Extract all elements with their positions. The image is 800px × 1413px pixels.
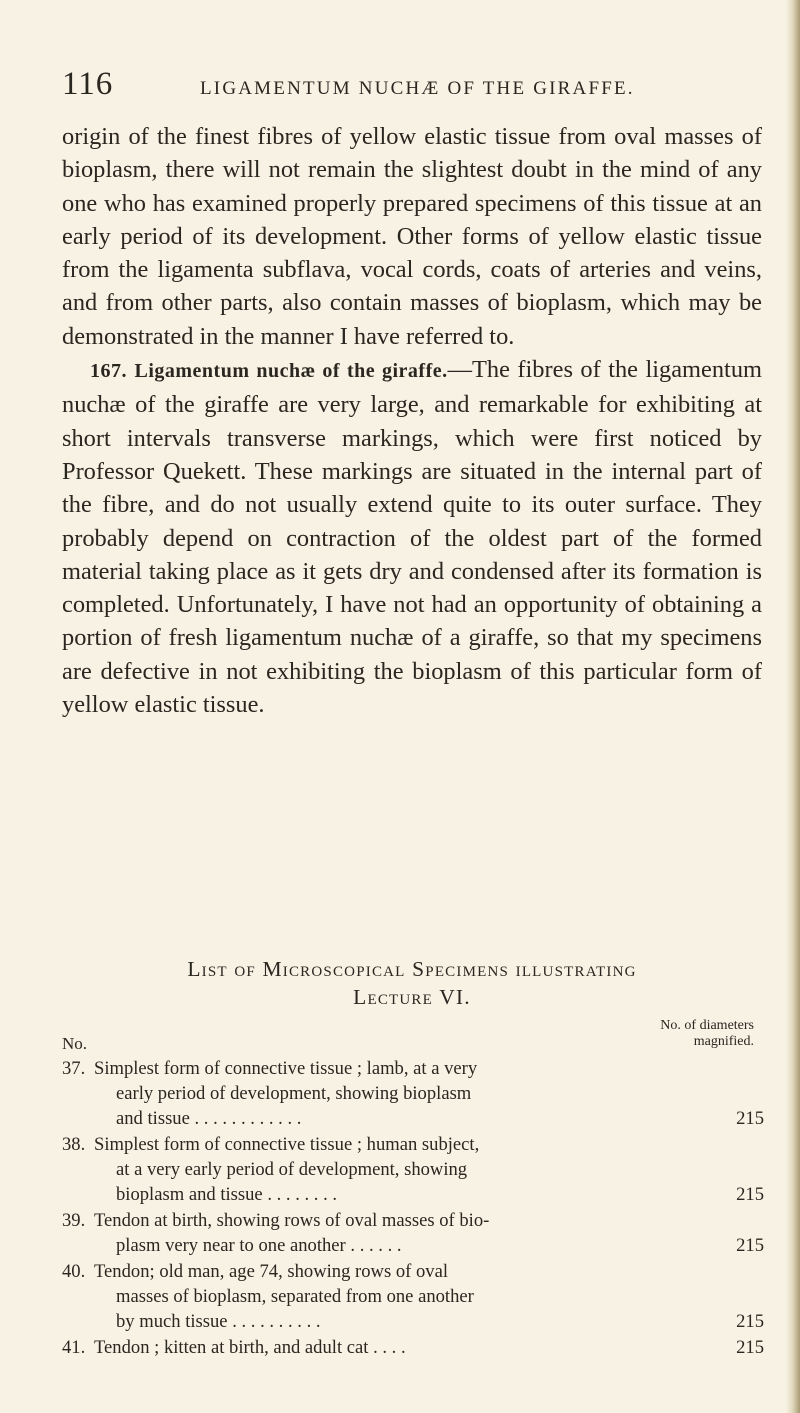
column-header-diameters-line-1: No. of diameters [660,1018,754,1033]
specimen-number: 40. [62,1261,86,1282]
column-header-diameters-line-2: magnified. [693,1034,754,1049]
specimen-diameters: 215 [736,1108,764,1129]
section-number: 167. [90,360,127,383]
section-title: Ligamentum nuchæ of the giraffe. [134,360,448,383]
specimen-text-line: Tendon ; kitten at birth, and adult cat . . . . [94,1337,406,1358]
specimen-text-line: Simplest form of connective tissue ; lamb, at a very [94,1058,478,1079]
specimen-item [62,1335,764,1360]
specimen-diameters: 215 [736,1184,764,1205]
specimen-list [62,1056,764,1361]
specimen-last-line [94,1182,764,1207]
specimen-text-line: Tendon; old man, age 74, showing rows of oval [94,1261,448,1282]
specimen-item [62,1259,764,1334]
page-number: 116 [62,66,114,102]
list-heading [62,955,762,1011]
specimen-text-line: and tissue . . . . . . . . . . . . [116,1108,302,1129]
list-heading-line-1: List of Microscopical Specimens illustrating [187,957,637,981]
specimen-number: 39. [62,1210,86,1231]
specimen-text-line: plasm very near to one another . . . . . . [116,1235,402,1256]
column-header-number: No. [62,1034,88,1053]
specimen-text-line: early period of development, showing bioplasm [116,1083,472,1104]
specimen-number: 38. [62,1134,86,1155]
paragraph-1: origin of the finest fibres of yellow elastic tissue from oval masses of bioplasm, there will not remain the slightest doubt in the mind of any one who has examined properly prepared specimens of this tissue at an early period of its development. Other forms of yellow elastic tissue from the ligamenta subflava, vocal cords, coats of arteries and veins, and from other parts, also contain masses of bioplasm, which may be demonstrated in the manner I have referred to. [62,123,762,350]
specimen-text-line: at a very early period of development, showing [116,1159,468,1180]
running-head: LIGAMENTUM NUCHÆ OF THE GIRAFFE. [200,78,635,99]
paragraph-2-text: —The fibres of the ligamentum nuchæ of the giraffe are very large, and remarkable for exhibiting at short intervals transverse markings, which were first noticed by Professor Quekett. These markings are situated in the internal part of the fibre, and do not usually extend quite to its outer surface. They probably depend on contraction of the oldest part of the formed material taking place as it gets dry and condensed after its formation is completed. Unfortunately, I have not had an opportunity of obtaining a portion of fresh ligamentum nuchæ of a giraffe, so that my specimens are defective in not exhibiting the bioplasm of this particular form of yellow elastic tissue. [62,356,762,719]
specimen-text-line: Simplest form of connective tissue ; human subject, [94,1134,480,1155]
specimen-number: 37. [62,1058,86,1079]
specimen-text-line: masses of bioplasm, separated from one another [116,1286,474,1307]
page-edge-shadow [786,0,800,1413]
specimen-diameters: 215 [736,1337,764,1358]
column-header-diameters [660,1018,754,1050]
specimen-text-line: by much tissue . . . . . . . . . . [116,1311,321,1332]
specimen-last-line [94,1106,764,1131]
specimen-number: 41. [62,1337,86,1358]
specimen-item [62,1208,764,1258]
specimen-item [62,1056,764,1131]
specimen-text-line: Tendon at birth, showing rows of oval masses of bio- [94,1210,490,1231]
page-header [62,66,762,112]
list-heading-line-2: Lecture VI. [353,985,471,1009]
paragraph-2 [62,353,762,721]
specimen-item [62,1132,764,1207]
specimen-diameters: 215 [736,1235,764,1256]
specimen-last-line [94,1309,764,1334]
specimen-last-line [94,1335,764,1360]
body-text [62,120,762,721]
specimen-text-line: bioplasm and tissue . . . . . . . . [116,1184,338,1205]
specimen-diameters: 215 [736,1311,764,1332]
specimen-last-line [94,1233,764,1258]
